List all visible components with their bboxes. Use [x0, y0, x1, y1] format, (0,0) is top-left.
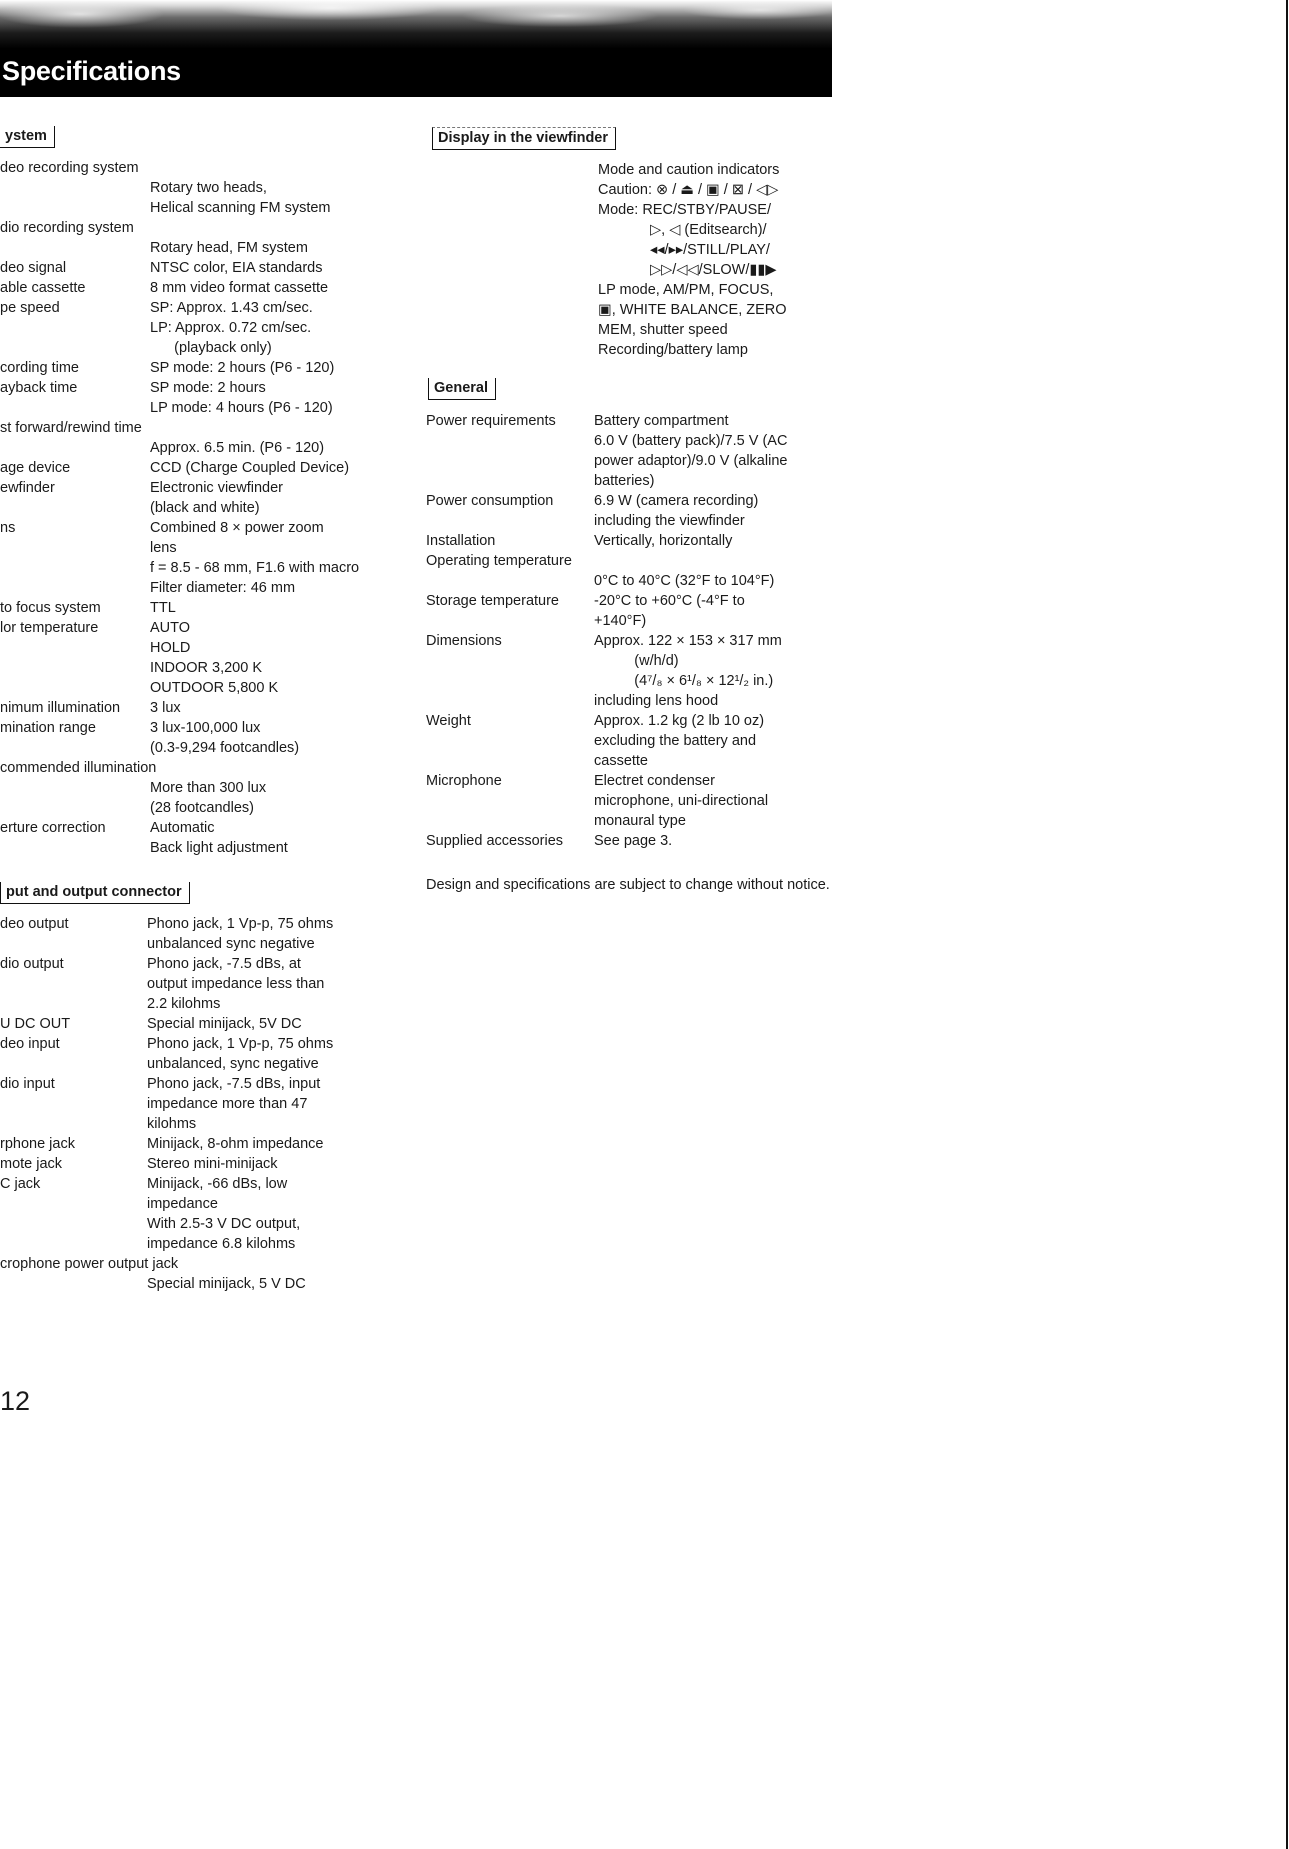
spec-row	[0, 238, 410, 258]
spec-label: deo input	[0, 1036, 60, 1052]
spec-row	[0, 778, 410, 798]
spec-label: deo recording system	[0, 160, 139, 176]
spec-value: microphone, uni-directional	[594, 793, 769, 809]
page-title: Specifications	[2, 56, 181, 86]
spec-row	[0, 974, 410, 994]
spec-row	[426, 591, 836, 611]
spec-label: cording time	[0, 360, 79, 376]
spec-value: Phono jack, -7.5 dBs, at	[147, 956, 301, 972]
spec-value: Approx. 1.2 kg (2 lb 10 oz)	[594, 713, 765, 729]
display-line: ▷, ◁ (Editsearch)/	[650, 222, 767, 238]
spec-value: Rotary two heads,	[150, 180, 267, 196]
spec-row	[0, 994, 410, 1014]
spec-value: (28 footcandles)	[150, 800, 254, 816]
spec-row	[0, 378, 410, 398]
spec-value: See page 3.	[594, 833, 673, 849]
spec-row	[0, 298, 410, 318]
spec-value: (black and white)	[150, 500, 260, 516]
spec-row	[0, 818, 410, 838]
spec-value: 2.2 kilohms	[147, 996, 221, 1012]
spec-label: dio input	[0, 1076, 55, 1092]
spec-label: deo output	[0, 916, 69, 932]
spec-label: pe speed	[0, 300, 60, 316]
spec-value: lens	[150, 540, 177, 556]
spec-row	[0, 578, 410, 598]
display-line: Mode: REC/STBY/PAUSE/	[598, 202, 771, 218]
spec-row	[0, 338, 410, 358]
spec-row	[0, 218, 410, 238]
spec-row	[0, 478, 410, 498]
spec-row	[426, 571, 836, 591]
spec-row	[0, 758, 410, 778]
spec-label: dio recording system	[0, 220, 134, 236]
page-edge-rule	[1286, 0, 1288, 1849]
spec-value: impedance	[147, 1196, 218, 1212]
spec-label: U DC OUT	[0, 1016, 71, 1032]
spec-row	[0, 914, 410, 934]
spec-label: Supplied accessories	[426, 833, 564, 849]
spec-value: Minijack, 8-ohm impedance	[147, 1136, 324, 1152]
spec-row	[0, 518, 410, 538]
spec-row	[0, 1254, 410, 1274]
spec-row	[426, 651, 836, 671]
display-line: ◂◂/▸▸/STILL/PLAY/	[650, 242, 770, 258]
spec-value: (w/h/d)	[594, 653, 679, 669]
system-section-header: ystem	[0, 126, 55, 148]
spec-row	[426, 611, 836, 631]
spec-row	[426, 431, 836, 451]
spec-row	[0, 798, 410, 818]
spec-label: mination range	[0, 720, 96, 736]
spec-row	[0, 1194, 410, 1214]
display-line: Caution: ⊗ / ⏏ / ▣ / ⊠ / ◁▷	[598, 182, 779, 198]
spec-row	[0, 198, 410, 218]
spec-label: Storage temperature	[426, 593, 559, 609]
spec-row	[0, 738, 410, 758]
spec-value: Electronic viewfinder	[150, 480, 283, 496]
spec-value: unbalanced sync negative	[147, 936, 315, 952]
page-number: 12	[0, 1386, 31, 1416]
spec-label: commended illumination	[0, 760, 157, 776]
spec-value: Combined 8 × power zoom	[150, 520, 324, 536]
spec-row	[0, 1094, 410, 1114]
spec-value: Minijack, -66 dBs, low	[147, 1176, 288, 1192]
spec-row	[0, 1154, 410, 1174]
spec-row	[0, 1074, 410, 1094]
spec-row	[0, 658, 410, 678]
spec-row	[0, 1174, 410, 1194]
spec-value: impedance 6.8 kilohms	[147, 1236, 296, 1252]
display-line: ▣, WHITE BALANCE, ZERO	[598, 302, 787, 318]
spec-label: ayback time	[0, 380, 78, 396]
spec-value: Helical scanning FM system	[150, 200, 331, 216]
title-banner	[0, 0, 832, 97]
spec-value: +140°F)	[594, 613, 647, 629]
spec-row	[0, 1134, 410, 1154]
spec-label: ewfinder	[0, 480, 55, 496]
spec-value: 6.9 W (camera recording)	[594, 493, 759, 509]
spec-row	[426, 691, 836, 711]
spec-value: output impedance less than	[147, 976, 325, 992]
spec-value: power adaptor)/9.0 V (alkaline	[594, 453, 788, 469]
spec-label: able cassette	[0, 280, 86, 296]
spec-value: Phono jack, -7.5 dBs, input	[147, 1076, 321, 1092]
spec-row	[0, 1274, 410, 1294]
spec-value: batteries)	[594, 473, 655, 489]
spec-label: Dimensions	[426, 633, 502, 649]
spec-value: SP: Approx. 1.43 cm/sec.	[150, 300, 313, 316]
spec-value: Back light adjustment	[150, 840, 288, 856]
spec-value: Rotary head, FM system	[150, 240, 308, 256]
spec-value: Approx. 6.5 min. (P6 - 120)	[150, 440, 325, 456]
spec-row	[0, 678, 410, 698]
spec-row	[0, 358, 410, 378]
change-notice: Design and specifications are subject to change without notice.	[426, 877, 830, 893]
spec-value: Approx. 122 × 153 × 317 mm	[594, 633, 782, 649]
spec-value: Phono jack, 1 Vp-p, 75 ohms	[147, 1036, 334, 1052]
spec-value: AUTO	[150, 620, 191, 636]
spec-label: age device	[0, 460, 71, 476]
spec-value: -20°C to +60°C (-4°F to	[594, 593, 745, 609]
spec-value: 0°C to 40°C (32°F to 104°F)	[594, 573, 775, 589]
spec-row	[426, 471, 836, 491]
spec-value: TTL	[150, 600, 176, 616]
spec-value: excluding the battery and	[594, 733, 757, 749]
spec-row	[0, 458, 410, 478]
spec-row	[0, 418, 410, 438]
spec-row	[426, 771, 836, 791]
spec-value: including lens hood	[594, 693, 719, 709]
spec-row	[426, 511, 836, 531]
spec-row	[426, 671, 836, 691]
spec-label: Power requirements	[426, 413, 556, 429]
io-section-header: put and output connector	[0, 882, 190, 904]
spec-value: Special minijack, 5 V DC	[147, 1276, 306, 1292]
spec-label: lor temperature	[0, 620, 99, 636]
spec-value: 6.0 V (battery pack)/7.5 V (AC	[594, 433, 788, 449]
spec-label: Power consumption	[426, 493, 554, 509]
spec-value: Automatic	[150, 820, 215, 836]
spec-value: unbalanced, sync negative	[147, 1056, 319, 1072]
spec-value: HOLD	[150, 640, 191, 656]
spec-label: dio output	[0, 956, 64, 972]
spec-row	[0, 1014, 410, 1034]
spec-label: Installation	[426, 533, 496, 549]
spec-label: Operating temperature	[426, 553, 572, 569]
spec-value: f = 8.5 - 68 mm, F1.6 with macro	[150, 560, 360, 576]
spec-value: Electret condenser	[594, 773, 715, 789]
spec-value: monaural type	[594, 813, 686, 829]
spec-value: including the viewfinder	[594, 513, 745, 529]
spec-row	[0, 498, 410, 518]
spec-value: Vertically, horizontally	[594, 533, 733, 549]
spec-label: st forward/rewind time	[0, 420, 142, 436]
spec-value: impedance more than 47	[147, 1096, 308, 1112]
spec-row	[0, 178, 410, 198]
spec-value: 3 lux-100,000 lux	[150, 720, 261, 736]
display-section-header: Display in the viewfinder	[432, 127, 616, 150]
spec-row	[426, 531, 836, 551]
spec-label: erture correction	[0, 820, 106, 836]
spec-value: kilohms	[147, 1116, 197, 1132]
spec-value: (playback only)	[150, 340, 272, 356]
spec-row	[0, 934, 410, 954]
display-line: MEM, shutter speed	[598, 322, 728, 338]
display-line: LP mode, AM/PM, FOCUS,	[598, 282, 774, 298]
spec-row	[0, 538, 410, 558]
spec-value: SP mode: 2 hours	[150, 380, 266, 396]
spec-row	[426, 411, 836, 431]
spec-row	[426, 451, 836, 471]
spec-row	[0, 398, 410, 418]
spec-value: With 2.5-3 V DC output,	[147, 1216, 301, 1232]
spec-row	[0, 558, 410, 578]
spec-label: ns	[0, 520, 16, 536]
spec-row	[426, 731, 836, 751]
spec-value: 8 mm video format cassette	[150, 280, 329, 296]
display-spec-list	[598, 160, 787, 360]
spec-value: 3 lux	[150, 700, 181, 716]
spec-row	[426, 631, 836, 651]
spec-value: Stereo mini-minijack	[147, 1156, 278, 1172]
system-spec-list	[0, 158, 410, 858]
display-line: Mode and caution indicators	[598, 162, 780, 178]
spec-label: Weight	[426, 713, 471, 729]
spec-label: C jack	[0, 1176, 41, 1192]
spec-label: nimum illumination	[0, 700, 121, 716]
spec-value: (0.3-9,294 footcandles)	[150, 740, 300, 756]
spec-value: INDOOR 3,200 K	[150, 660, 263, 676]
general-spec-list	[426, 411, 836, 851]
spec-value: LP mode: 4 hours (P6 - 120)	[150, 400, 333, 416]
spec-row	[0, 1214, 410, 1234]
spec-label: to focus system	[0, 600, 101, 616]
spec-row	[426, 551, 836, 571]
spec-value: NTSC color, EIA standards	[150, 260, 323, 276]
spec-value: SP mode: 2 hours (P6 - 120)	[150, 360, 335, 376]
spec-label: Microphone	[426, 773, 502, 789]
spec-value: CCD (Charge Coupled Device)	[150, 460, 350, 476]
general-section-header: General	[428, 378, 496, 400]
spec-row	[0, 1234, 410, 1254]
spec-row	[0, 698, 410, 718]
spec-row	[0, 158, 410, 178]
spec-value: (4⁷/₈ × 6¹/₈ × 12¹/₂ in.)	[594, 673, 774, 689]
spec-value: Filter diameter: 46 mm	[150, 580, 296, 596]
spec-value: Special minijack, 5V DC	[147, 1016, 302, 1032]
spec-row	[426, 791, 836, 811]
spec-row	[0, 954, 410, 974]
spec-value: More than 300 lux	[150, 780, 267, 796]
spec-label: crophone power output jack	[0, 1256, 179, 1272]
spec-value: cassette	[594, 753, 648, 769]
spec-row	[0, 598, 410, 618]
spec-label: rphone jack	[0, 1136, 75, 1152]
spec-row	[0, 838, 410, 858]
spec-label: deo signal	[0, 260, 67, 276]
spec-row	[426, 491, 836, 511]
spec-value: OUTDOOR 5,800 K	[150, 680, 279, 696]
spec-row	[0, 1054, 410, 1074]
spec-row	[426, 711, 836, 731]
spec-label: mote jack	[0, 1156, 63, 1172]
spec-row	[0, 718, 410, 738]
spec-row	[0, 618, 410, 638]
spec-row	[0, 638, 410, 658]
spec-row	[0, 438, 410, 458]
spec-row	[426, 751, 836, 771]
spec-value: LP: Approx. 0.72 cm/sec.	[150, 320, 312, 336]
spec-row	[0, 1034, 410, 1054]
spec-row	[426, 811, 836, 831]
io-spec-list	[0, 914, 410, 1294]
spec-row	[0, 1114, 410, 1134]
display-line: Recording/battery lamp	[598, 342, 748, 358]
spec-row	[0, 258, 410, 278]
spec-value: Battery compartment	[594, 413, 729, 429]
spec-row	[0, 318, 410, 338]
spec-row	[0, 278, 410, 298]
display-line: ▷▷/◁◁/SLOW/▮▮▶	[650, 262, 777, 278]
spec-value: Phono jack, 1 Vp-p, 75 ohms	[147, 916, 334, 932]
spec-row	[426, 831, 836, 851]
